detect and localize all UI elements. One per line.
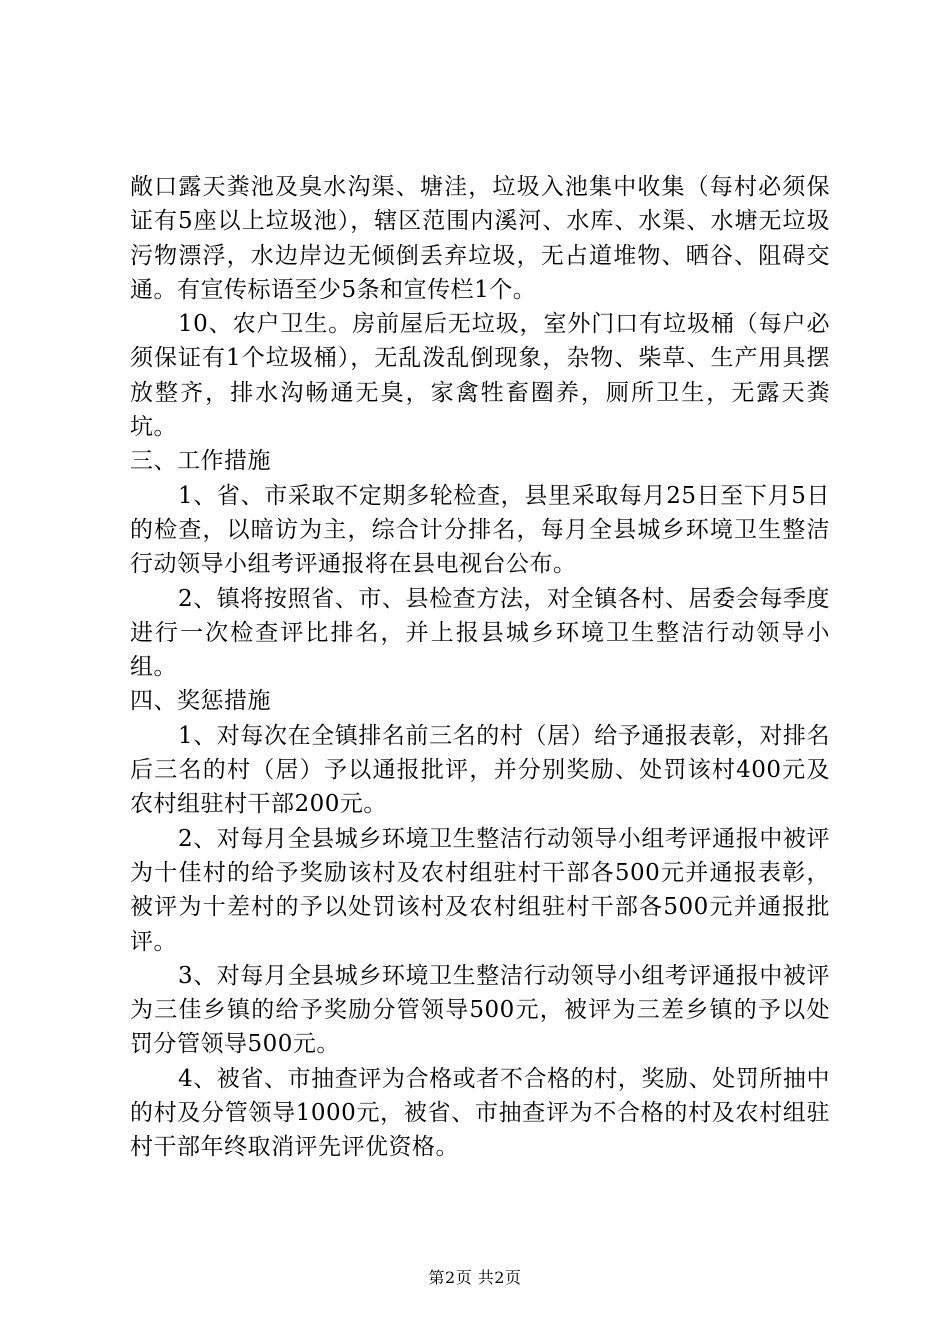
- document-body: [130, 170, 830, 1165]
- section-heading-rewards: 四、奖惩措施: [130, 688, 271, 715]
- section-heading-work-measures: 三、工作措施: [130, 448, 271, 475]
- paragraph-continuation: 敞口露天粪池及臭水沟渠、塘洼，垃圾入池集中收集（每村必须保证有5座以上垃圾池），辖区范围内溪河、水库、水渠、水塘无垃圾污物漂浮，水边岸边无倾倒丢弃垃圾，无占道堆物、晒谷、阻碍交通。有宣传标语至少5条和宣传栏1个。: [130, 174, 830, 303]
- paragraph-reward-2: 2、对每月全县城乡环境卫生整洁行动领导小组考评通报中被评为十佳村的给予奖励该村及农村组驻村干部各500元并通报表彰，被评为十差村的予以处罚该村及农村组驻村干部各500元并通报批评。: [130, 825, 830, 955]
- paragraph-measure-2: 2、镇将按照省、市、县检查方法，对全镇各村、居委会每季度进行一次检查评比排名，并上报县城乡环境卫生整洁行动领导小组。: [130, 585, 830, 681]
- paragraph-reward-4: 4、被省、市抽查评为合格或者不合格的村，奖励、处罚所抽中的村及分管领导1000元，被省、市抽查评为不合格的村及农村组驻村干部年终取消评先评优资格。: [130, 1065, 830, 1161]
- paragraph-item-10: 10、农户卫生。房前屋后无垃圾，室外门口有垃圾桶（每户必须保证有1个垃圾桶），无乱泼乱倒现象，杂物、柴草、生产用具摆放整齐，排水沟畅通无臭，家禽牲畜圈养，厕所卫生，无露天粪坑。: [130, 311, 830, 441]
- paragraph-measure-1: 1、省、市采取不定期多轮检查，县里采取每月25日至下月5日的检查，以暗访为主，综合计分排名，每月全县城乡环境卫生整洁行动领导小组考评通报将在县电视台公布。: [130, 482, 830, 578]
- paragraph-reward-1: 1、对每次在全镇排名前三名的村（居）给予通报表彰，对排名后三名的村（居）予以通报批评，并分别奖励、处罚该村400元及农村组驻村干部200元。: [130, 722, 830, 818]
- page-number-footer: 第2页 共2页: [428, 1268, 522, 1287]
- paragraph-reward-3: 3、对每月全县城乡环境卫生整洁行动领导小组考评通报中被评为三佳乡镇的给予奖励分管领导500元，被评为三差乡镇的予以处罚分管领导500元。: [130, 962, 830, 1058]
